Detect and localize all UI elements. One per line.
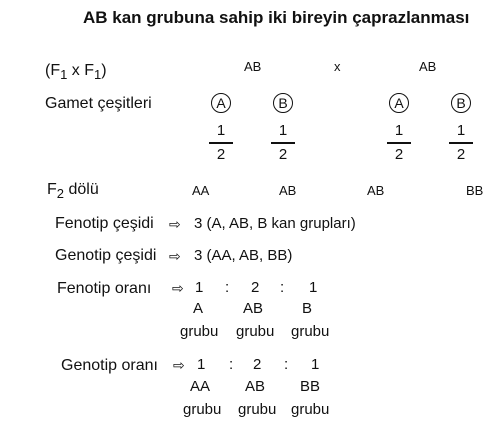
ratio-separator: : [284,356,289,373]
cross-label: ($F_1$ x $F_1$) [45,62,107,83]
phenotype-types-value: 3 (A, AB, B kan grupları) [194,215,356,232]
phenotype-group: B [302,300,313,317]
genotype-group: AA [190,378,211,395]
ratio-value: 1 [195,279,204,296]
gamete-fraction: 1 2 [449,122,473,164]
page-title: AB kan grubuna sahip iki bireyin çaprazlanması [83,8,470,27]
gamete-fraction: 1 2 [387,122,411,164]
phenotype-group: AB [243,300,264,317]
group-word: grubu [183,401,222,418]
ratio-separator: : [225,279,230,296]
parent-1-genotype: AB [244,59,262,74]
genotype-group: AB [245,378,266,395]
arrow-icon: ⇨ [169,216,181,232]
arrow-icon: ⇨ [173,357,185,373]
offspring-genotype: AB [367,183,385,198]
group-word: grubu [291,323,330,340]
ratio-value: 1 [311,356,320,373]
ratio-value: 2 [251,279,260,296]
group-word: grubu [236,323,275,340]
gamete-fraction: 1 2 [209,122,233,164]
ratio-value: 1 [197,356,206,373]
arrow-icon: ⇨ [172,280,184,296]
genotype-types-value: 3 (AA, AB, BB) [194,247,293,264]
gamete-circle: A [211,93,231,113]
phenotype-group: A [193,300,204,317]
phenotype-ratio-label: Fenotip oranı [57,280,152,297]
genotype-ratio-label: Genotip oranı [61,357,158,374]
group-word: grubu [180,323,219,340]
f2-label: $F_2$ dölü [47,181,99,202]
gamete-circle: B [451,93,471,113]
gamete-circle: A [389,93,409,113]
phenotype-types-label: Fenotip çeşidi [55,215,154,232]
group-word: grubu [238,401,277,418]
offspring-genotype: BB [466,183,484,198]
cross-symbol: x [334,59,341,74]
ratio-separator: : [280,279,285,296]
gamete-fraction: 1 2 [271,122,295,164]
offspring-genotype: AB [279,183,297,198]
group-word: grubu [291,401,330,418]
genotype-group: BB [300,378,321,395]
ratio-separator: : [229,356,234,373]
ratio-value: 2 [253,356,262,373]
gamete-circle: B [273,93,293,113]
offspring-genotype: AA [192,183,210,198]
ratio-value: 1 [309,279,318,296]
gametes-label: Gamet çeşitleri [45,95,152,112]
parent-2-genotype: AB [419,59,437,74]
arrow-icon: ⇨ [169,248,181,264]
genotype-types-label: Genotip çeşidi [55,247,157,264]
